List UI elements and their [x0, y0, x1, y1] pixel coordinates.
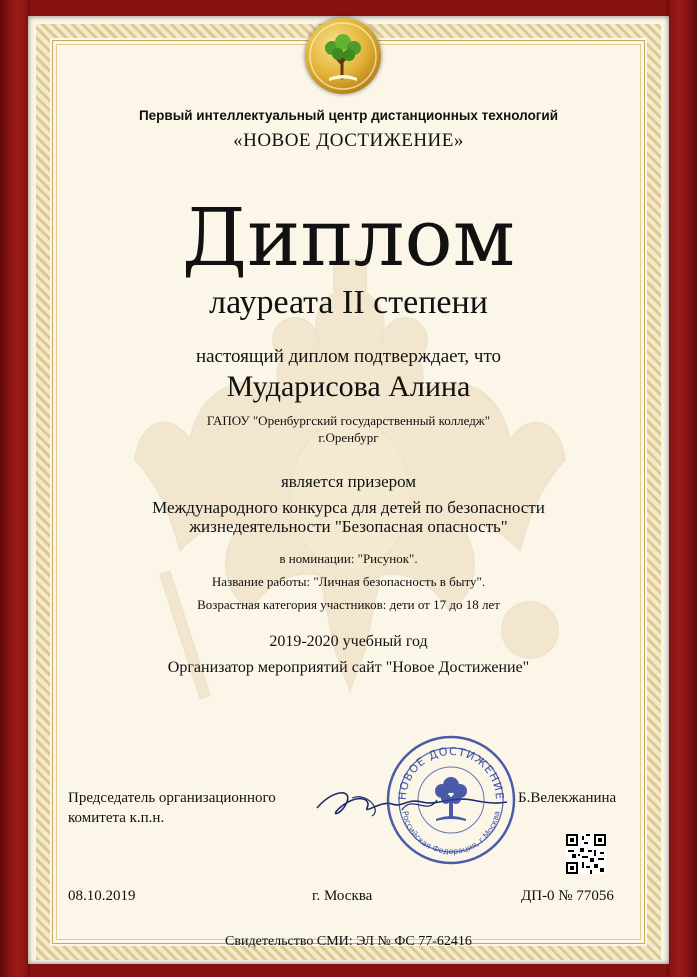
media-registration: Свидетельство СМИ: ЭЛ № ФС 77-62416: [225, 934, 472, 949]
organization-line: Первый интеллектуальный центр дистанционных технологий: [138, 108, 559, 123]
recipient-name: Мударисова Алина: [226, 370, 471, 403]
status-text: является призером: [280, 472, 417, 491]
signer-name: Б.Велекжанина: [518, 790, 617, 806]
seal-stamp-icon: [384, 733, 518, 867]
age-category: Возрастная категория участников: дети от 17 до 18 лет: [197, 597, 500, 612]
diploma-subtitle: лауреата II степени: [209, 284, 488, 321]
logo-tree-icon: [305, 18, 381, 94]
recipient-city: г.Оренбург: [318, 430, 379, 445]
academic-year: 2019-2020 учебный год: [269, 633, 428, 650]
contest-line-2: жизнедеятельности "Безопасная опасность": [189, 517, 508, 536]
diploma-number: ДП-0 № 77056: [521, 888, 614, 904]
confirm-text: настоящий диплом подтверждает, что: [195, 346, 502, 367]
signer-role-line-1: Председатель организационного: [68, 790, 276, 806]
issue-city: г. Москва: [312, 888, 373, 904]
signer-role-line-2: комитета к.п.н.: [68, 810, 165, 826]
seal-bottom-text: Российская Федерация, г.Москва: [400, 810, 502, 857]
qr-code-icon: [566, 834, 606, 874]
recipient-institution: ГАПОУ "Оренбургский государственный колледж": [206, 413, 491, 428]
diploma-title: Диплом: [182, 191, 515, 284]
seal-top-text: НОВОЕ ДОСТИЖЕНИЕ: [395, 744, 507, 801]
work-title: Название работы: "Личная безопасность в быту".: [211, 574, 486, 589]
organizer: Организатор мероприятий сайт "Новое Достижение": [167, 659, 530, 676]
contest-line-1: Международного конкурса для детей по безопасности: [152, 498, 545, 517]
nomination: в номинации: "Рисунок".: [279, 551, 418, 566]
issue-date: 08.10.2019: [68, 888, 136, 904]
organization-name: «НОВОЕ ДОСТИЖЕНИЕ»: [233, 130, 464, 151]
